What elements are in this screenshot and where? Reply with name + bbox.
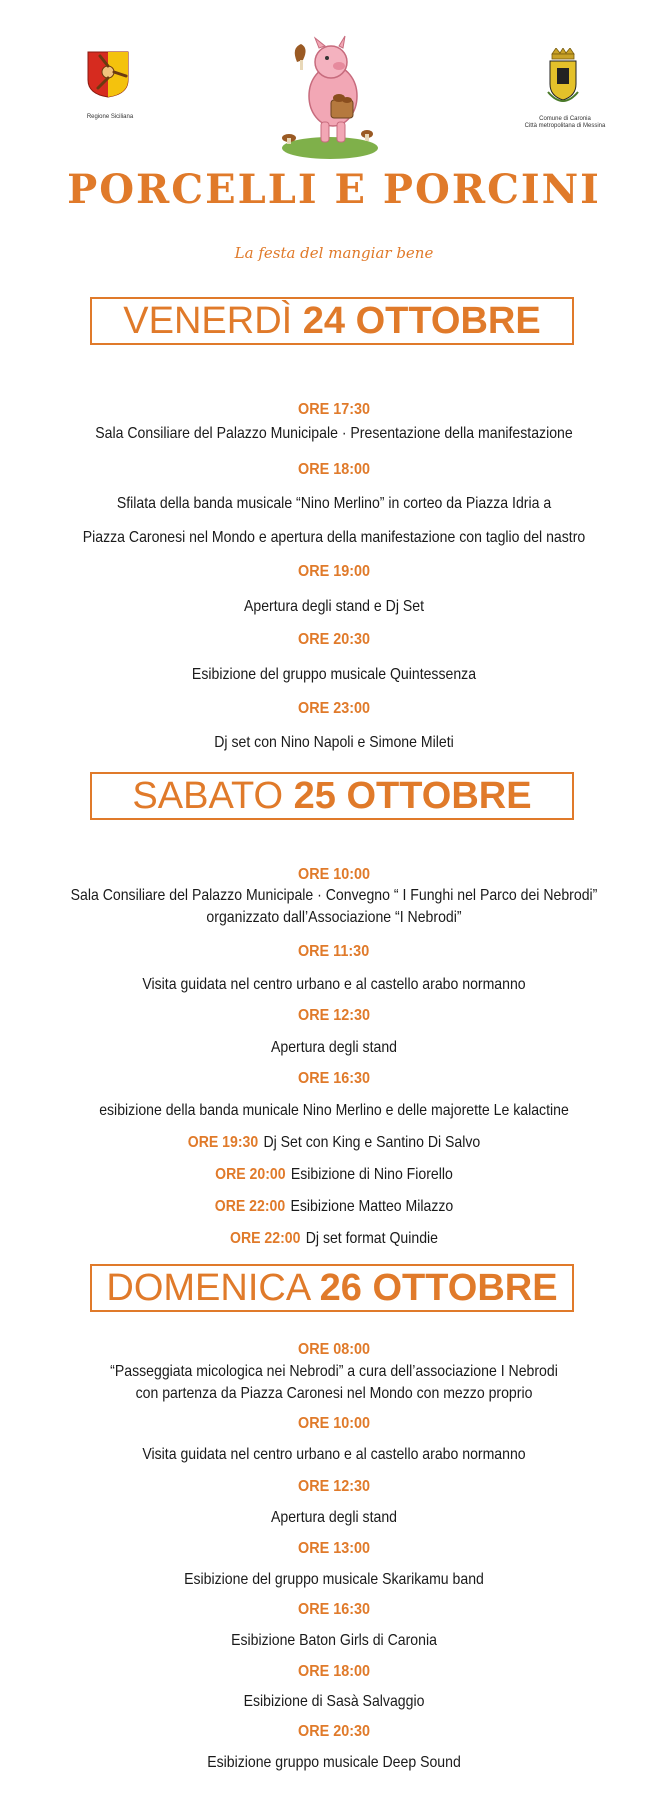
event-text: Esibizione di Sasà Salvaggio <box>243 1693 425 1710</box>
right-logo-caption <box>520 116 610 130</box>
event-text: Esibizione di Nino Fiorello <box>290 1166 453 1183</box>
event-time: ORE 10:00 <box>297 866 371 883</box>
event-time: ORE 22:00 <box>214 1198 286 1215</box>
day-label: VENERDÌ <box>123 300 293 342</box>
event-time: ORE 18:00 <box>297 1663 371 1680</box>
event-time: ORE 13:00 <box>297 1540 371 1557</box>
event-text: Dj set format Quindie <box>305 1230 438 1247</box>
event-row <box>40 1133 628 1153</box>
event-text: “Passeggiata micologica nei Nebrodi” a cura dell’associazione I Nebrodi <box>110 1363 558 1380</box>
event-text: Apertura degli stand e Dj Set <box>243 598 425 615</box>
event-text: Apertura degli stand <box>270 1509 398 1526</box>
event-time: ORE 11:30 <box>298 943 370 960</box>
event-text: Visita guidata nel centro urbano e al castello arabo normanno <box>142 1446 526 1463</box>
festival-title: PORCELLI E PORCINI <box>67 166 601 213</box>
event-text: Esibizione del gruppo musicale Quintessenza <box>191 666 477 683</box>
event-time: ORE 10:00 <box>297 1415 371 1432</box>
day-header-sunday <box>90 1264 574 1312</box>
right-logo-caption-line-2: Città metropolitana di Messina <box>524 123 606 129</box>
event-text: con partenza da Piazza Caronesi nel Mondo con mezzo proprio <box>135 1385 533 1402</box>
event-text: Esibizione gruppo musicale Deep Sound <box>207 1754 461 1771</box>
event-time: ORE 22:00 <box>230 1230 301 1247</box>
event-time: ORE 19:30 <box>187 1134 259 1151</box>
event-time: ORE 12:30 <box>297 1007 371 1024</box>
left-logo-caption: Regione Siciliana <box>86 114 134 120</box>
event-row <box>40 1197 628 1217</box>
event-text: esibizione della banda municale Nino Merlino e delle majorette Le kalactine <box>99 1102 569 1119</box>
event-time: ORE 12:30 <box>297 1478 371 1495</box>
regione-sicilia-logo <box>86 50 130 98</box>
event-time: ORE 16:30 <box>297 1070 371 1087</box>
event-text: Sfilata della banda musicale “Nino Merlino” in corteo da Piazza Idria a <box>116 495 552 512</box>
event-time: ORE 20:30 <box>297 631 371 648</box>
event-time: ORE 23:00 <box>297 700 371 717</box>
day-date: 25 OTTOBRE <box>293 775 532 817</box>
event-row <box>40 1165 628 1185</box>
event-text: Apertura degli stand <box>270 1039 398 1056</box>
day-label: DOMENICA <box>106 1267 310 1309</box>
event-text: Sala Consiliare del Palazzo Municipale · Presentazione della manifestazione <box>95 425 573 442</box>
event-text: Sala Consiliare del Palazzo Municipale · Convegno “ I Funghi nel Parco dei Nebrodi” <box>70 887 598 904</box>
event-time: ORE 17:30 <box>297 401 371 418</box>
right-logo-caption-line-1: Comune di Caronia <box>539 116 591 122</box>
event-time: ORE 19:00 <box>297 563 371 580</box>
event-row <box>40 1229 628 1249</box>
event-text: Esibizione del gruppo musicale Skarikamu band <box>184 1571 484 1588</box>
day-header-saturday <box>90 772 574 820</box>
event-text: Dj Set con King e Santino Di Salvo <box>263 1134 481 1151</box>
festival-subtitle: La festa del mangiar bene <box>234 244 434 262</box>
event-text: Piazza Caronesi nel Mondo e apertura della manifestazione con taglio del nastro <box>82 529 586 546</box>
event-text: Visita guidata nel centro urbano e al castello arabo normanno <box>142 976 526 993</box>
event-time: ORE 16:30 <box>297 1601 371 1618</box>
day-date: 24 OTTOBRE <box>302 300 541 342</box>
event-text: organizzato dall’Associazione “I Nebrodi” <box>206 909 462 926</box>
event-time: ORE 20:30 <box>297 1723 371 1740</box>
day-date: 26 OTTOBRE <box>319 1267 558 1309</box>
event-text: Dj set con Nino Napoli e Simone Mileti <box>214 734 454 751</box>
comune-caronia-crest <box>546 48 580 110</box>
event-text: Esibizione Matteo Milazzo <box>290 1198 454 1215</box>
pig-mascot-illustration <box>275 34 385 160</box>
event-time: ORE 08:00 <box>297 1341 371 1358</box>
event-time: ORE 20:00 <box>215 1166 286 1183</box>
day-header-friday <box>90 297 574 345</box>
event-time: ORE 18:00 <box>297 461 371 478</box>
event-text: Esibizione Baton Girls di Caronia <box>231 1632 437 1649</box>
day-label: SABATO <box>132 775 284 817</box>
